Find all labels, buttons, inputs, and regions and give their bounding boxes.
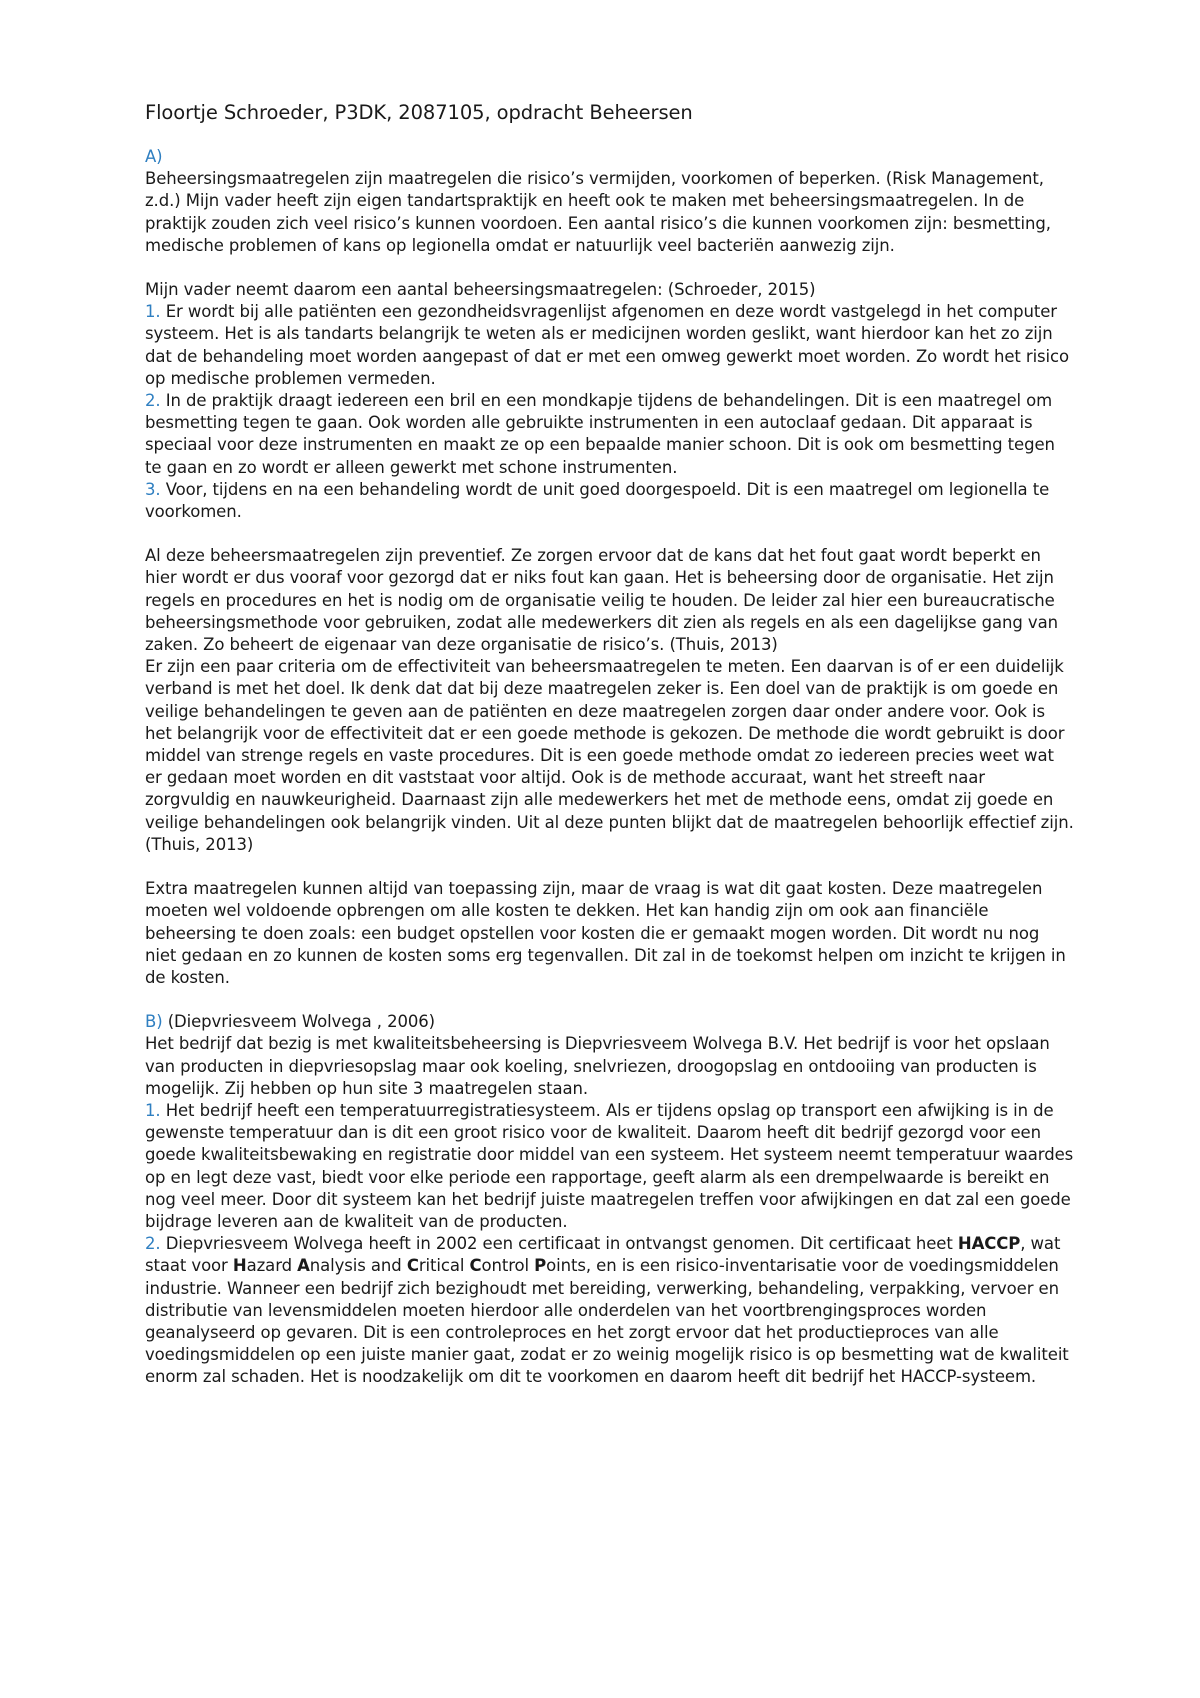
section-b-item-1 (145, 1100, 1075, 1233)
section-a-item-3 (145, 479, 1075, 523)
item-text: azard (246, 1256, 298, 1276)
item-number: 2. (145, 391, 161, 411)
haccp-term: HACCP (957, 1234, 1021, 1254)
section-b-citation: (Diepvriesveem Wolvega , 2006) (162, 1012, 436, 1032)
document-title: Floortje Schroeder, P3DK, 2087105, opdracht Beheersen (145, 101, 693, 124)
section-a-item-2 (145, 390, 1075, 479)
item-text: Diepvriesveem Wolvega heeft in 2002 een certificaat in ontvangst genomen. Dit certificaat heet (160, 1234, 958, 1254)
document-body (145, 100, 1075, 1389)
section-b-paragraph-1: Het bedrijf dat bezig is met kwaliteitsbeheersing is Diepvriesveem Wolvega B.V. Het bedrijf is voor het opslaan van producten in diepvriesopslag maar ook koeling, snelvriezen, droogopslag en ontdooiing van producten is mogelijk. Zij hebben op hun site 3 maatregelen staan. (145, 1034, 1050, 1098)
item-text: oints (546, 1256, 586, 1276)
section-a-marker: A) (145, 147, 163, 166)
item-number: 3. (145, 479, 161, 499)
item-text: , en is een risico-inventarisatie voor de voedingsmiddelen industrie. Wanneer een bedrijf zich bezighoudt met bereiding, verwerking, behandeling, verpakking, vervoer en distributie van levensmiddelen moeten hierdoor alle onderdelen van het voortbrengingsproces worden geanalyseerd op gevaren. Dit is een controleproces en het zorgt ervoor dat het productieproces van alle voedingsmiddelen op een juiste manier gaat, zodat er zo weinig mogelijk risico is op besmetting wat de kwaliteit enorm zal schaden. Het is noodzakelijk om dit te voorkomen en daarom heeft dit bedrijf het HACCP-systeem. (145, 1256, 1069, 1387)
acronym-letter: C (469, 1256, 482, 1276)
section-a-paragraph-5: Extra maatregelen kunnen altijd van toepassing zijn, maar de vraag is wat dit gaat kosten. Deze maatregelen moeten wel voldoende opbrengen om alle kosten te dekken. Het kan handig zijn om ook aan financiële beheersing te doen zoals: een budget opstellen voor kosten die er gemaakt mogen worden. Dit wordt nu nog niet gedaan en zo kunnen de kosten soms erg tegenvallen. Dit zal in de toekomst helpen om inzicht te krijgen in de kosten. (145, 879, 1066, 987)
section-a-paragraph-2: Mijn vader neemt daarom een aantal beheersingsmaatregelen: (Schroeder, 2015) (145, 280, 816, 300)
acronym-letter: C (406, 1256, 419, 1276)
section-a-paragraph-4: Er zijn een paar criteria om de effectiviteit van beheersmaatregelen te meten. Een daarvan is of er een duidelijk verband is met het doel. Ik denk dat dat bij deze maatregelen zeker is. Een doel van de praktijk is om goede en veilige behandelingen te geven aan de patiënten en deze maatregelen zorgen daar onder andere voor. Ook is het belangrijk voor de effectiviteit dat er een goede methode is gekozen. De methode die wordt gebruikt is door middel van strenge regels en vaste procedures. Dit is een goede methode omdat zo iedereen precies weet wat er gedaan moet worden en dit vaststaat voor altijd. Ook is de methode accuraat, want het streeft naar zorgvuldig en nauwkeurigheid. Daarnaast zijn alle medewerkers het met de methode eens, omdat zij goede en veilige behandelingen ook belangrijk vinden. Uit al deze punten blijkt dat de maatregelen behoorlijk effectief zijn. (Thuis, 2013) (145, 657, 1074, 854)
item-text: , wat staat voor (145, 1234, 1061, 1276)
section-a-paragraph-3: Al deze beheersmaatregelen zijn preventief. Ze zorgen ervoor dat de kans dat het fout gaat wordt beperkt en hier wordt er dus vooraf voor gezorgd dat er niks fout kan gaan. Het is beheersing door de organisatie. Het zijn regels en procedures en het is nodig om de organisatie veilig te houden. De leider zal hier een bureaucratische beheersingsmethode voor gebruiken, zodat alle medewerkers dit zien als regels en als een dagelijkse gang van zaken. Zo beheert de eigenaar van deze organisatie de risico’s. (Thuis, 2013) (145, 546, 1058, 655)
item-text: nalysis and (309, 1256, 407, 1276)
item-text: ontrol (481, 1256, 535, 1276)
acronym-letter: A (297, 1256, 310, 1276)
section-a-paragraph-1: Beheersingsmaatregelen zijn maatregelen die risico’s vermijden, voorkomen of beperken. (Risk Management, z.d.) Mijn vader heeft zijn eigen tandartspraktijk en heeft ook te maken met beheersingsmaatregelen. In de praktijk zouden zich veel risico’s kunnen voordoen. Een aantal risico’s die kunnen voorkomen zijn: besmetting, medische problemen of kans op legionella omdat er natuurlijk veel bacteriën aanwezig zijn. (145, 169, 1051, 255)
section-b-item-2 (145, 1233, 1075, 1388)
item-text: Voor, tijdens en na een behandeling wordt de unit goed doorgespoeld. Dit is een maatregel om legionella te voorkomen. (145, 479, 1050, 522)
section-b-heading (145, 1011, 1075, 1033)
item-text: ritical (418, 1256, 470, 1276)
item-text: In de praktijk draagt iedereen een bril en een mondkapje tijdens de behandelingen. Dit is een maatregel om besmetting tegen te gaan. Ook worden alle gebruikte instrumenten in een autoclaaf gedaan. Dit apparaat is speciaal voor deze instrumenten en maakt ze op een bepaalde manier schoon. Dit is ook om besmetting tegen te gaan en zo wordt er alleen gewerkt met schone instrumenten. (145, 391, 1055, 477)
item-number: 1. (145, 302, 161, 322)
item-text: Er wordt bij alle patiënten een gezondheidsvragenlijst afgenomen en deze wordt vastgelegd in het computer systeem. Het is als tandarts belangrijk te weten als er medicijnen worden geslikt, want hierdoor kan het zo zijn dat de behandeling moet worden aangepast of dat er met een omweg gewerkt moet worden. Zo wordt het risico op medische problemen vermeden. (145, 302, 1070, 388)
item-number: 2. (145, 1234, 161, 1254)
item-number: 1. (145, 1100, 161, 1120)
acronym-letter: H (232, 1256, 247, 1276)
section-a-item-1 (145, 301, 1075, 390)
item-text: Het bedrijf heeft een temperatuurregistratiesysteem. Als er tijdens opslag op transport een afwijking is in de gewenste temperatuur dan is dit een groot risico voor de kwaliteit. Daarom heeft dit bedrijf gezorgd voor een goede kwaliteitsbewaking en registratie door middel van een systeem. Het systeem neemt temperatuur waardes op en legt deze vast, biedt voor elke periode een rapportage, geeft alarm als een drempelwaarde is bereikt en nog veel meer. Door dit systeem kan het bedrijf juiste maatregelen treffen voor afwijkingen en dat zal een goede bijdrage leveren aan de kwaliteit van de producten. (145, 1100, 1074, 1231)
acronym-letter: P (534, 1256, 547, 1276)
section-b-marker: B) (145, 1012, 163, 1032)
